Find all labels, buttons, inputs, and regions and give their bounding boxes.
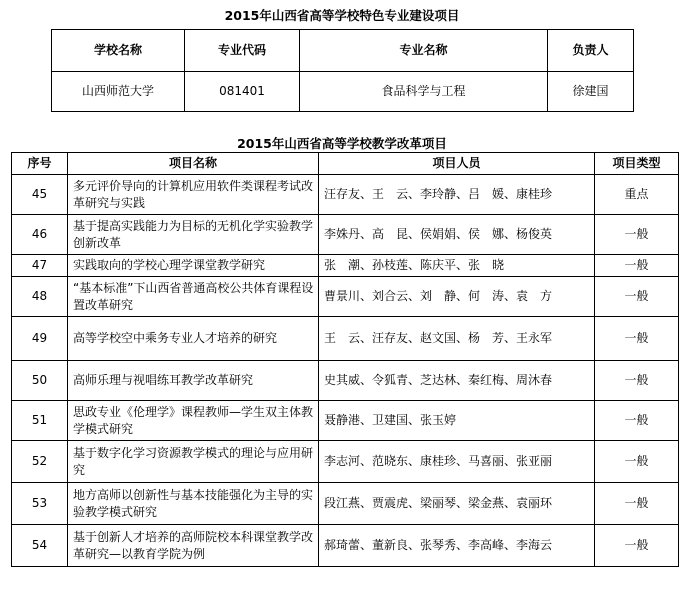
project-name-cell: 地方高师以创新性与基本技能强化为主导的实验教学模式研究 bbox=[68, 483, 319, 525]
header-project-type: 项目类型 bbox=[595, 153, 679, 175]
project-members-cell: 曹景川、刘合云、刘 静、何 涛、袁 方 bbox=[319, 277, 595, 317]
serial-number-cell: 48 bbox=[12, 277, 68, 317]
table-row bbox=[12, 441, 679, 483]
table-row bbox=[12, 175, 679, 215]
major-code-cell: 081401 bbox=[185, 72, 300, 112]
project-name-cell: “基本标准”下山西省普通高校公共体育课程设置改革研究 bbox=[68, 277, 319, 317]
project-members-cell: 张 潮、孙枝莲、陈庆平、张 晓 bbox=[319, 255, 595, 277]
project-name-cell: 多元评价导向的计算机应用软件类课程考试改革研究与实践 bbox=[68, 175, 319, 215]
serial-number-cell: 50 bbox=[12, 361, 68, 401]
project-members-cell: 王 云、汪存友、赵文国、杨 芳、王永军 bbox=[319, 317, 595, 361]
header-project-members: 项目人员 bbox=[319, 153, 595, 175]
table-row bbox=[12, 215, 679, 255]
school-name-cell: 山西师范大学 bbox=[52, 72, 185, 112]
project-type-cell: 一般 bbox=[595, 277, 679, 317]
project-type-cell: 一般 bbox=[595, 441, 679, 483]
project-name-cell: 基于提高实践能力为目标的无机化学实验教学创新改革 bbox=[68, 215, 319, 255]
project-name-cell: 高等学校空中乘务专业人才培养的研究 bbox=[68, 317, 319, 361]
project-name-cell: 实践取向的学校心理学课堂教学研究 bbox=[68, 255, 319, 277]
leader-cell: 徐建国 bbox=[548, 72, 634, 112]
table-row bbox=[12, 483, 679, 525]
serial-number-cell: 51 bbox=[12, 401, 68, 441]
project-name-cell: 思政专业《伦理学》课程教师—学生双主体教学模式研究 bbox=[68, 401, 319, 441]
serial-number-cell: 45 bbox=[12, 175, 68, 215]
project-type-cell: 一般 bbox=[595, 483, 679, 525]
project-members-cell: 汪存友、王 云、李玲静、吕 媛、康桂珍 bbox=[319, 175, 595, 215]
project-members-cell: 郝琦蕾、董新良、张琴秀、李高峰、李海云 bbox=[319, 525, 595, 567]
project-members-cell: 史其威、令狐青、芝达林、秦红梅、周沐春 bbox=[319, 361, 595, 401]
table-header-row bbox=[12, 153, 679, 175]
project-members-cell: 聂静港、卫建国、张玉婷 bbox=[319, 401, 595, 441]
header-school-name: 学校名称 bbox=[52, 30, 185, 72]
serial-number-cell: 53 bbox=[12, 483, 68, 525]
project-type-cell: 一般 bbox=[595, 255, 679, 277]
serial-number-cell: 47 bbox=[12, 255, 68, 277]
table-row bbox=[12, 525, 679, 567]
project-name-cell: 基于创新人才培养的高师院校本科课堂教学改革研究—以教育学院为例 bbox=[68, 525, 319, 567]
header-leader: 负责人 bbox=[548, 30, 634, 72]
project-type-cell: 一般 bbox=[595, 401, 679, 441]
major-name-cell: 食品科学与工程 bbox=[300, 72, 548, 112]
project-type-cell: 重点 bbox=[595, 175, 679, 215]
teaching-reform-table bbox=[11, 152, 679, 567]
special-major-title: 2015年山西省高等学校特色专业建设项目 bbox=[224, 8, 460, 23]
serial-number-cell: 54 bbox=[12, 525, 68, 567]
project-type-cell: 一般 bbox=[595, 317, 679, 361]
serial-number-cell: 46 bbox=[12, 215, 68, 255]
teaching-reform-title: 2015年山西省高等学校教学改革项目 bbox=[237, 136, 447, 151]
serial-number-cell: 49 bbox=[12, 317, 68, 361]
project-members-cell: 李志河、范晓东、康桂珍、马喜丽、张亚丽 bbox=[319, 441, 595, 483]
project-type-cell: 一般 bbox=[595, 215, 679, 255]
project-members-cell: 段江燕、贾震虎、梁丽琴、梁金燕、袁丽环 bbox=[319, 483, 595, 525]
header-project-name: 项目名称 bbox=[68, 153, 319, 175]
table-header-row bbox=[52, 30, 634, 72]
table-row bbox=[12, 277, 679, 317]
project-name-cell: 高师乐理与视唱练耳教学改革研究 bbox=[68, 361, 319, 401]
header-major-name: 专业名称 bbox=[300, 30, 548, 72]
table-row bbox=[12, 317, 679, 361]
header-major-code: 专业代码 bbox=[185, 30, 300, 72]
table-row bbox=[12, 255, 679, 277]
table-row bbox=[12, 401, 679, 441]
header-serial-number: 序号 bbox=[12, 153, 68, 175]
project-name-cell: 基于数字化学习资源教学模式的理论与应用研究 bbox=[68, 441, 319, 483]
project-type-cell: 一般 bbox=[595, 525, 679, 567]
table-row bbox=[52, 72, 634, 112]
serial-number-cell: 52 bbox=[12, 441, 68, 483]
special-major-table bbox=[51, 29, 634, 112]
project-members-cell: 李姝丹、高 昆、侯娟娟、侯 娜、杨俊英 bbox=[319, 215, 595, 255]
project-type-cell: 一般 bbox=[595, 361, 679, 401]
table-row bbox=[12, 361, 679, 401]
